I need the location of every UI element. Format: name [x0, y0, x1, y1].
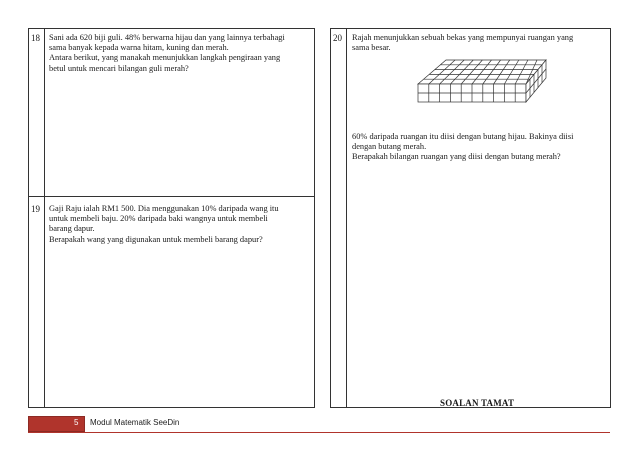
- question-20-text: 60% daripada ruangan itu diisi dengan butang hijau. Bakinya diisi dengan butang merah. Berapakah bilangan ruangan yang diisi dengan butang merah?: [352, 132, 574, 162]
- footer-title: Modul Matematik SeeDin: [90, 418, 180, 427]
- question-19-number: 19: [31, 204, 40, 214]
- question-19-text: Gaji Raju ialah RM1 500. Dia menggunakan 10% daripada wang itu untuk membeli baju. 20% daripada baki wangnya untuk membeli barang dapur. Berapakah wang yang digunakan untuk membeli barang dapur?: [49, 204, 279, 244]
- left-row-divider: [28, 196, 315, 197]
- footer-page-number: 5: [74, 418, 79, 427]
- right-number-divider: [346, 28, 347, 408]
- container-grid-diagram: [412, 58, 552, 108]
- left-number-divider: [44, 28, 45, 408]
- footer-rule: [28, 432, 610, 433]
- question-18-text: Sani ada 620 biji guli. 48% berwarna hijau dan yang lainnya terbahagi sama banyak kepada warna hitam, kuning dan merah. Antara berikut, yang manakah menunjukkan langkah pengiraan yang betul untuk mencari bilangan guli merah?: [49, 33, 285, 73]
- end-label: SOALAN TAMAT: [440, 398, 515, 408]
- question-20-number: 20: [333, 33, 342, 43]
- question-18-number: 18: [31, 33, 40, 43]
- question-20-intro-text: Rajah menunjukkan sebuah bekas yang mempunyai ruangan yang sama besar.: [352, 33, 574, 53]
